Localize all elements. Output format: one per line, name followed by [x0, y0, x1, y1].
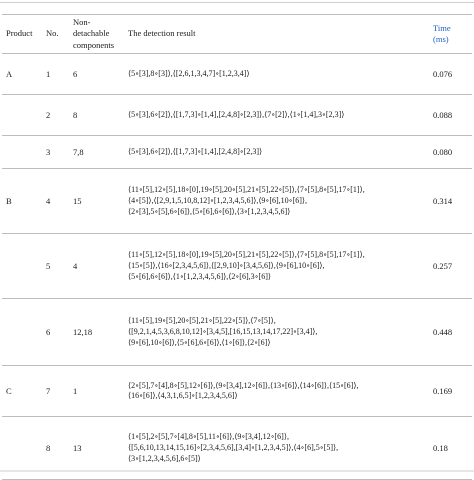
cell-product — [2, 299, 42, 366]
table-row — [2, 54, 472, 95]
cell-time: 0.257 — [429, 234, 472, 299]
table-row — [2, 136, 472, 169]
top-rule — [0, 2, 474, 3]
cell-time: 0.088 — [429, 95, 472, 136]
cell-product: C — [2, 366, 42, 417]
cell-components: 4 — [69, 234, 124, 299]
cell-time: 0.169 — [429, 366, 472, 417]
cell-no: 3 — [42, 136, 69, 169]
cell-product — [2, 136, 42, 169]
cell-no: 6 — [42, 299, 69, 366]
cell-no: 5 — [42, 234, 69, 299]
cell-product: A — [2, 54, 42, 95]
cell-components: 1 — [69, 366, 124, 417]
table-row — [2, 95, 472, 136]
cell-result: ⟨5∘[3],6∘[2]⟩,⟨[1,7,3]∘[1,4],[2,4,8]∘[2,3]⟩,⟨7∘[2]⟩,⟨1∘[1,4],3∘[2,3]⟩ — [124, 95, 429, 136]
cell-result: ⟨1∘[5],2∘[5],7∘[4],8∘[5],11∘[6]⟩,⟨9∘[3,4],12∘[6]⟩, ⟨[5,6,10,13,14,15,16]∘[2,3,4,5,6],[3,4]∘[1,2,3,4,5]⟩,⟨4∘[6],5∘[5]⟩, ⟨3∘[1,2,3,4,5,6],6∘[5]⟩ — [124, 417, 429, 480]
cell-product: B — [2, 169, 42, 234]
cell-time: 0.076 — [429, 54, 472, 95]
cell-components: 13 — [69, 417, 124, 480]
cell-time: 0.448 — [429, 299, 472, 366]
header-result: The detection result — [124, 15, 429, 54]
cell-components: 8 — [69, 95, 124, 136]
cell-time: 0.314 — [429, 169, 472, 234]
cell-result: ⟨5∘[3],6∘[2]⟩,⟨[1,7,3]∘[1,4],[2,4,8]∘[2,3]⟩ — [124, 136, 429, 169]
cell-result: ⟨11∘[5],19∘[5],20∘[5],21∘[5],22∘[5]⟩,⟨7∘[5]⟩, ⟨[9,2,1,4,5,3,6,8,10,12]∘[3,4,5],[16,15,13,14,17,22]∘[3,4]⟩, ⟨9∘[6],10∘[6]⟩,⟨5∘[6],6∘[6]⟩,⟨1∘[6]⟩,⟨2∘[6]⟩ — [124, 299, 429, 366]
header-product: Product — [2, 15, 42, 54]
table-row — [2, 366, 472, 417]
cell-components: 12,18 — [69, 299, 124, 366]
cell-no: 2 — [42, 95, 69, 136]
table-row — [2, 299, 472, 366]
header-nondetachable: Non- detachable components — [69, 15, 124, 54]
cell-components: 6 — [69, 54, 124, 95]
header-no: No. — [42, 15, 69, 54]
cell-product — [2, 95, 42, 136]
cell-time: 0.18 — [429, 417, 472, 480]
cell-result: ⟨2∘[5],7∘[4],8∘[5],12∘[6]⟩,⟨9∘[3,4],12∘[6]⟩,⟨13∘[6]⟩,⟨14∘[6]⟩,⟨15∘[6]⟩, ⟨16∘[6]⟩,⟨4,3,1,6,5]∘[1,2,3,4,5,6]⟩ — [124, 366, 429, 417]
cell-result: ⟨11∘[5],12∘[5],18∘[0],19∘[5],20∘[5],21∘[5],22∘[5]⟩,⟨7∘[5],8∘[5],17∘[1]⟩, ⟨4∘[5]⟩,⟨[2,9,1,5,10,8,12]∘[1,2,3,4,5,6]⟩,⟨9∘[6],10∘[6]⟩, ⟨2∘[3],5∘[5],6∘[6]⟩,⟨5∘[6],6∘[6]⟩,⟨3∘[1,2,3,4,5,6]⟩ — [124, 169, 429, 234]
cell-time: 0.080 — [429, 136, 472, 169]
table-row — [2, 169, 472, 234]
table-header-row — [2, 15, 472, 54]
cell-no: 8 — [42, 417, 69, 480]
cell-result: ⟨11∘[5],12∘[5],18∘[0],19∘[5],20∘[5],21∘[5],22∘[5]⟩,⟨7∘[5],8∘[5],17∘[1]⟩, ⟨15∘[5]⟩,⟨16∘[2,3,4,5,6]⟩,⟨[2,9,10]∘[3,4,5,6]⟩,⟨9∘[6],10∘[6]⟩, ⟨5∘[6],6∘[6]⟩,⟨1∘[1,2,3,4,5,6]⟩,⟨2∘[6],3∘[6]⟩ — [124, 234, 429, 299]
cell-no: 7 — [42, 366, 69, 417]
cell-result: ⟨5∘[3],8∘[3]⟩,⟨[2,6,1,3,4,7]∘[1,2,3,4]⟩ — [124, 54, 429, 95]
cell-components: 7,8 — [69, 136, 124, 169]
cell-components: 15 — [69, 169, 124, 234]
cell-no: 4 — [42, 169, 69, 234]
cell-product — [2, 234, 42, 299]
detection-results-table — [2, 14, 472, 480]
header-time: Time (ms) — [429, 15, 472, 54]
cell-no: 1 — [42, 54, 69, 95]
table-row — [2, 234, 472, 299]
